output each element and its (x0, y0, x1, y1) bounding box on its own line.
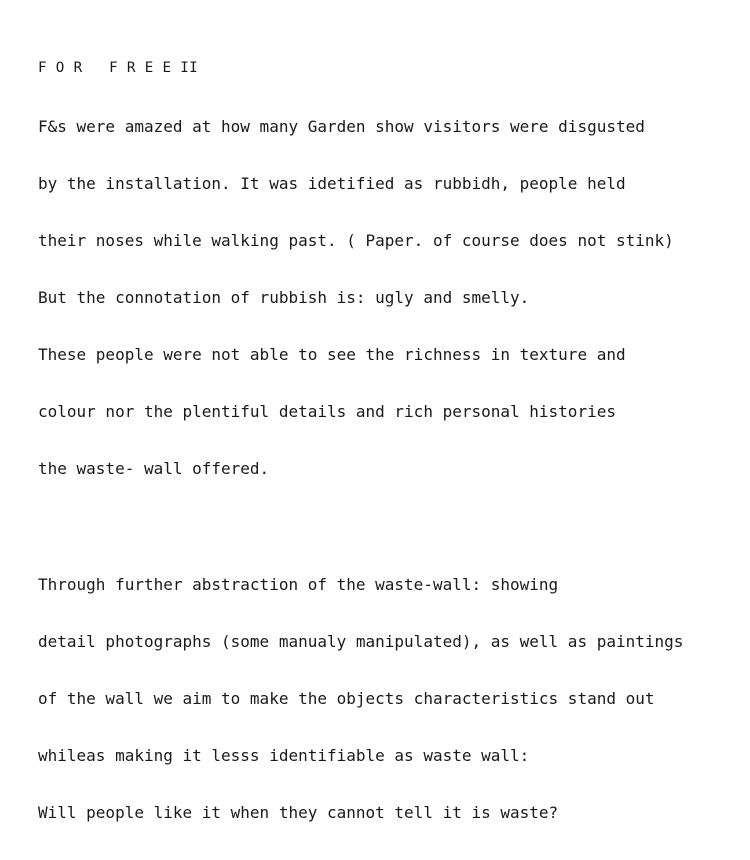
paragraph-spacer (38, 516, 740, 537)
text-line: whileas making it lesss identifiable as waste wall: (38, 746, 530, 766)
text-line: These people were not able to see the richness in texture and (38, 345, 626, 365)
text-line: colour nor the plentiful details and rich personal histories (38, 402, 616, 422)
text-line: detail photographs (some manualy manipulated), as well as paintings (38, 632, 684, 652)
text-line: F&s were amazed at how many Garden show visitors were disgusted (38, 117, 645, 137)
text-line: by the installation. It was idetified as rubbidh, people held (38, 174, 626, 194)
paragraph-one (38, 79, 740, 516)
text-line: the waste- wall offered. (38, 459, 270, 479)
paragraph-two (38, 537, 740, 860)
text-line: But the connotation of rubbish is: ugly and smelly. (38, 288, 530, 308)
text-line: their noses while walking past. ( Paper. of course does not stink) (38, 231, 674, 251)
text-line: Will people like it when they cannot tell it is waste? (38, 803, 559, 823)
text-line: Through further abstraction of the waste-wall: showing (38, 575, 559, 595)
text-line: of the wall we aim to make the objects characteristics stand out (38, 689, 655, 709)
page-title: F O R F R E E II (38, 60, 199, 76)
